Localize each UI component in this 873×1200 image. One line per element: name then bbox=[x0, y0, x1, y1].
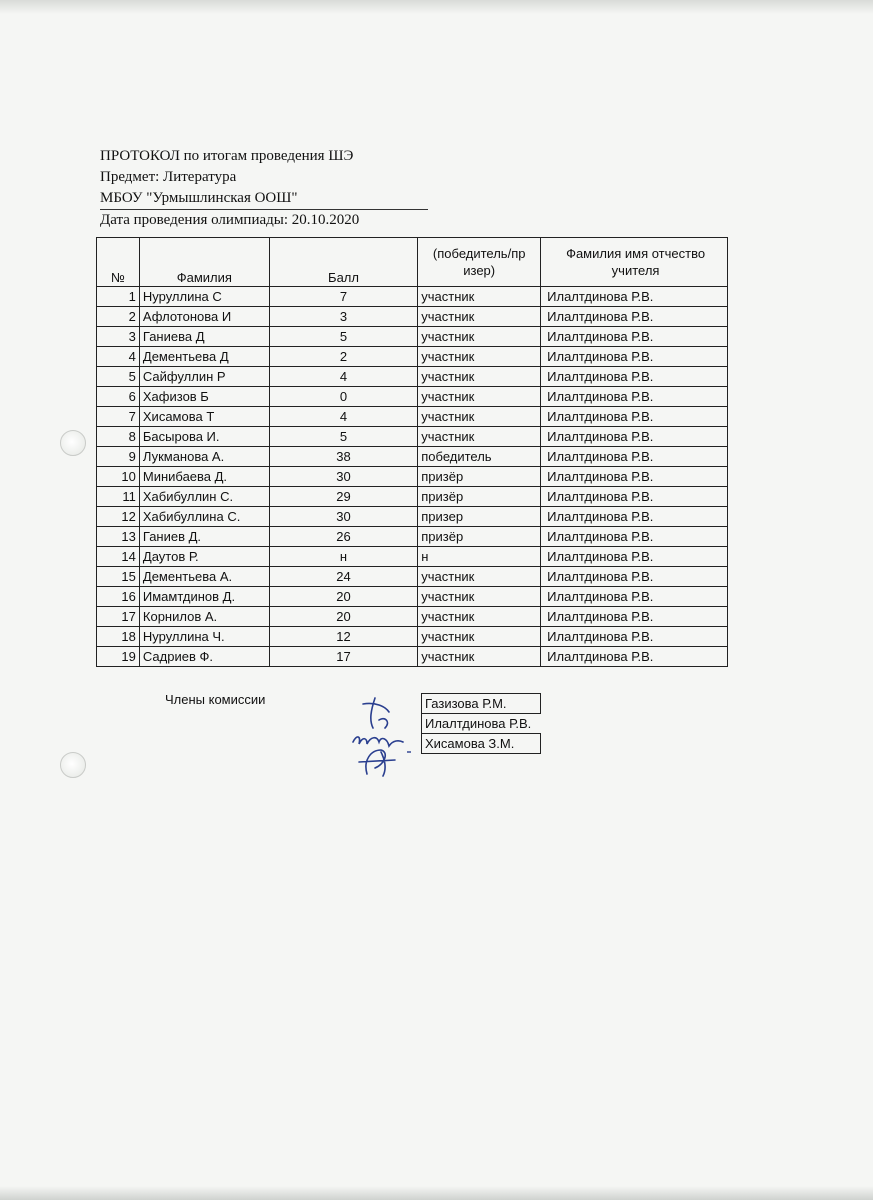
student-name: Хафизов Б bbox=[139, 387, 269, 407]
score-value: 29 bbox=[269, 487, 417, 507]
status-value: участник bbox=[418, 347, 541, 367]
teacher-name: Илалтдинова Р.В. bbox=[541, 607, 728, 627]
commission-label: Члены комиссии bbox=[165, 692, 266, 707]
column-header-status-line2: изер) bbox=[463, 263, 496, 278]
row-number: 7 bbox=[97, 407, 140, 427]
row-number: 8 bbox=[97, 427, 140, 447]
teacher-name: Илалтдинова Р.В. bbox=[541, 507, 728, 527]
score-value: 20 bbox=[269, 587, 417, 607]
score-value: 0 bbox=[269, 387, 417, 407]
row-number: 14 bbox=[97, 547, 140, 567]
protocol-title: ПРОТОКОЛ по итогам проведения ШЭ bbox=[100, 148, 354, 164]
row-number: 18 bbox=[97, 627, 140, 647]
table-row bbox=[97, 367, 728, 387]
student-name: Басырова И. bbox=[139, 427, 269, 447]
student-name: Ганиева Д bbox=[139, 327, 269, 347]
row-number: 9 bbox=[97, 447, 140, 467]
student-name: Дементьева Д bbox=[139, 347, 269, 367]
status-value: участник bbox=[418, 307, 541, 327]
column-header-status bbox=[418, 238, 541, 287]
teacher-name: Илалтдинова Р.В. bbox=[541, 427, 728, 447]
teacher-name: Илалтдинова Р.В. bbox=[541, 587, 728, 607]
status-value: участник bbox=[418, 647, 541, 667]
student-name: Садриев Ф. bbox=[139, 647, 269, 667]
table-row bbox=[97, 467, 728, 487]
table-row bbox=[97, 327, 728, 347]
table-row bbox=[97, 527, 728, 547]
table-row bbox=[97, 487, 728, 507]
teacher-name: Илалтдинова Р.В. bbox=[541, 347, 728, 367]
status-value: участник bbox=[418, 327, 541, 347]
status-value: победитель bbox=[418, 447, 541, 467]
status-value: участник bbox=[418, 607, 541, 627]
table-row bbox=[97, 567, 728, 587]
teacher-name: Илалтдинова Р.В. bbox=[541, 407, 728, 427]
status-value: участник bbox=[418, 627, 541, 647]
subject-line: Предмет: Литература bbox=[100, 169, 237, 185]
column-header-teacher bbox=[541, 238, 728, 287]
sheet-top-edge bbox=[0, 0, 873, 14]
score-value: 7 bbox=[269, 287, 417, 307]
column-header-status-line1: (победитель/пр bbox=[432, 246, 526, 261]
row-number: 4 bbox=[97, 347, 140, 367]
teacher-name: Илалтдинова Р.В. bbox=[541, 567, 728, 587]
sheet-bottom-edge bbox=[0, 1186, 873, 1200]
status-value: призёр bbox=[418, 467, 541, 487]
protocol-header bbox=[100, 146, 440, 231]
row-number: 3 bbox=[97, 327, 140, 347]
status-value: участник bbox=[418, 567, 541, 587]
score-value: 20 bbox=[269, 607, 417, 627]
table-row bbox=[97, 547, 728, 567]
olympiad-date: Дата проведения олимпиады: 20.10.2020 bbox=[100, 212, 360, 228]
student-name: Минибаева Д. bbox=[139, 467, 269, 487]
student-name: Нуруллина Ч. bbox=[139, 627, 269, 647]
results-table bbox=[96, 237, 728, 667]
score-value: 5 bbox=[269, 427, 417, 447]
table-row bbox=[97, 287, 728, 307]
table-row bbox=[97, 427, 728, 447]
status-value: участник bbox=[418, 387, 541, 407]
teacher-name: Илалтдинова Р.В. bbox=[541, 627, 728, 647]
table-row bbox=[97, 347, 728, 367]
commission-member-row bbox=[422, 714, 541, 734]
table-row bbox=[97, 587, 728, 607]
row-number: 11 bbox=[97, 487, 140, 507]
teacher-name: Илалтдинова Р.В. bbox=[541, 467, 728, 487]
teacher-name: Илалтдинова Р.В. bbox=[541, 487, 728, 507]
column-header-score: Балл bbox=[269, 238, 417, 287]
commission-members-table bbox=[421, 693, 541, 754]
table-row bbox=[97, 407, 728, 427]
column-header-num: № bbox=[97, 238, 140, 287]
teacher-name: Илалтдинова Р.В. bbox=[541, 367, 728, 387]
student-name: Афлотонова И bbox=[139, 307, 269, 327]
teacher-name: Илалтдинова Р.В. bbox=[541, 527, 728, 547]
row-number: 2 bbox=[97, 307, 140, 327]
student-name: Ганиев Д. bbox=[139, 527, 269, 547]
commission-member: Илалтдинова Р.В. bbox=[422, 714, 541, 734]
table-row bbox=[97, 607, 728, 627]
student-name: Лукманова А. bbox=[139, 447, 269, 467]
teacher-name: Илалтдинова Р.В. bbox=[541, 327, 728, 347]
commission-member-row bbox=[422, 694, 541, 714]
row-number: 17 bbox=[97, 607, 140, 627]
student-name: Нуруллина С bbox=[139, 287, 269, 307]
score-value: 17 bbox=[269, 647, 417, 667]
status-value: призёр bbox=[418, 527, 541, 547]
row-number: 12 bbox=[97, 507, 140, 527]
score-value: 30 bbox=[269, 507, 417, 527]
teacher-name: Илалтдинова Р.В. bbox=[541, 307, 728, 327]
results-body bbox=[97, 287, 728, 667]
status-value: призёр bbox=[418, 487, 541, 507]
table-row bbox=[97, 307, 728, 327]
score-value: 38 bbox=[269, 447, 417, 467]
teacher-name: Илалтдинова Р.В. bbox=[541, 447, 728, 467]
punch-hole-upper bbox=[60, 430, 86, 456]
column-header-teacher-line1: Фамилия имя отчество bbox=[566, 246, 706, 261]
score-value: 2 bbox=[269, 347, 417, 367]
score-value: 12 bbox=[269, 627, 417, 647]
school-name: МБОУ "Урмышлинская ООШ" bbox=[100, 188, 428, 210]
score-value: 4 bbox=[269, 407, 417, 427]
punch-hole-lower bbox=[60, 752, 86, 778]
row-number: 13 bbox=[97, 527, 140, 547]
student-name: Хабибуллин С. bbox=[139, 487, 269, 507]
column-header-teacher-line2: учителя bbox=[611, 263, 660, 278]
status-value: н bbox=[418, 547, 541, 567]
status-value: участник bbox=[418, 587, 541, 607]
score-value: 24 bbox=[269, 567, 417, 587]
status-value: участник bbox=[418, 427, 541, 447]
student-name: Даутов Р. bbox=[139, 547, 269, 567]
table-row bbox=[97, 627, 728, 647]
teacher-name: Илалтдинова Р.В. bbox=[541, 287, 728, 307]
student-name: Сайфуллин Р bbox=[139, 367, 269, 387]
commission-member: Газизова Р.М. bbox=[422, 694, 541, 714]
table-row bbox=[97, 447, 728, 467]
status-value: участник bbox=[418, 287, 541, 307]
row-number: 16 bbox=[97, 587, 140, 607]
status-value: призер bbox=[418, 507, 541, 527]
table-header-row bbox=[97, 238, 728, 287]
table-row bbox=[97, 507, 728, 527]
score-value: 26 bbox=[269, 527, 417, 547]
teacher-name: Илалтдинова Р.В. bbox=[541, 547, 728, 567]
score-value: н bbox=[269, 547, 417, 567]
column-header-name: Фамилия bbox=[139, 238, 269, 287]
row-number: 5 bbox=[97, 367, 140, 387]
score-value: 4 bbox=[269, 367, 417, 387]
row-number: 10 bbox=[97, 467, 140, 487]
teacher-name: Илалтдинова Р.В. bbox=[541, 387, 728, 407]
student-name: Дементьева А. bbox=[139, 567, 269, 587]
commission-member: Хисамова З.М. bbox=[422, 734, 541, 754]
row-number: 15 bbox=[97, 567, 140, 587]
row-number: 6 bbox=[97, 387, 140, 407]
status-value: участник bbox=[418, 367, 541, 387]
row-number: 1 bbox=[97, 287, 140, 307]
score-value: 5 bbox=[269, 327, 417, 347]
score-value: 3 bbox=[269, 307, 417, 327]
handwritten-signature bbox=[345, 690, 415, 780]
commission-member-row bbox=[422, 734, 541, 754]
table-row bbox=[97, 387, 728, 407]
student-name: Хабибуллина С. bbox=[139, 507, 269, 527]
table-row bbox=[97, 647, 728, 667]
student-name: Хисамова Т bbox=[139, 407, 269, 427]
student-name: Корнилов А. bbox=[139, 607, 269, 627]
teacher-name: Илалтдинова Р.В. bbox=[541, 647, 728, 667]
score-value: 30 bbox=[269, 467, 417, 487]
student-name: Имамтдинов Д. bbox=[139, 587, 269, 607]
status-value: участник bbox=[418, 407, 541, 427]
row-number: 19 bbox=[97, 647, 140, 667]
